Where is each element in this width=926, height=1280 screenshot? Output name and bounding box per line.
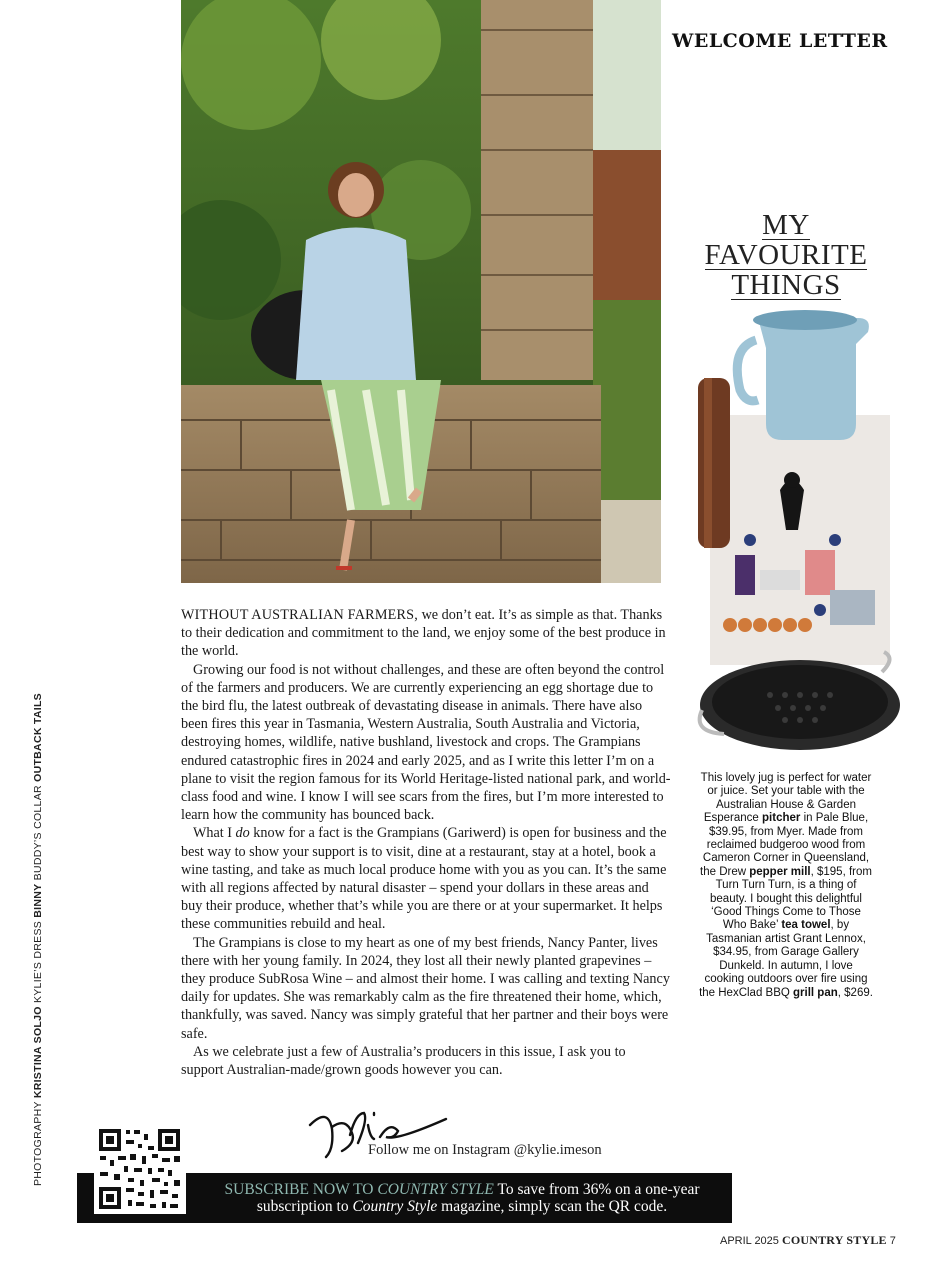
products-caption xyxy=(698,772,874,1000)
caption-text: , $195, from Turn Turn Turn, is a thing of beauty. I bought this delightful ‘Good Things Come to Those Who Bake’ xyxy=(710,865,872,932)
subscribe-line-2-end: magazine, simply scan the QR code. xyxy=(437,1197,668,1215)
section-label: WELCOME LETTER xyxy=(672,30,888,52)
products-photo xyxy=(690,300,915,760)
caption-bold-tea-towel: tea towel xyxy=(781,919,831,932)
subscribe-magazine: COUNTRY STYLE xyxy=(377,1181,494,1198)
footer-magazine: COUNTRY STYLE xyxy=(781,1233,887,1247)
caption-text: , $269. xyxy=(837,986,873,999)
paragraph-text: know for a fact is the Grampians (Gariwerd) is open for business and the best way to show your support is to visit, dine at a restaurant, stay at a hotel, book a wine tasting, and take as much local produce home with you as you can. It’s the same with all regions affected by natural disaster – spend your dollars in these areas and buy their produce, whether that’s while you are there or at your supermarket. It helps these communities rebuild and heal. xyxy=(181,825,667,933)
caption-text: This lovely jug is perfect for water or juice. Set your table with the Australian House & Garden Esperance xyxy=(700,772,872,825)
subscribe-line-1: To save from 36% on a one-year xyxy=(493,1181,700,1198)
credit-text: PHOTOGRAPHY xyxy=(32,1098,44,1186)
lead-in-caps: WITHOUT AUSTRALIAN FARMERS, xyxy=(181,607,419,623)
credit-text: BUDDY’S COLLAR xyxy=(32,781,44,884)
subscribe-line-2: subscription to xyxy=(256,1197,353,1215)
caption-text: , by Tasmanian artist Grant Lennox, $34.95, from Garage Gallery Dunkeld. In autumn, I love cooking outdoors over fire using the HexClad BBQ xyxy=(699,919,868,999)
page-footer xyxy=(720,1233,896,1248)
caption-bold-pepper-mill: pepper mill xyxy=(749,865,811,878)
caption-text: in Pale Blue, $39.95, from Myer. Made from reclaimed budgeroo wood from Cameron Corner in Queensland, the Drew xyxy=(700,812,870,878)
subscribe-lead: SUBSCRIBE NOW TO xyxy=(224,1181,378,1198)
subscribe-magazine-italic: Country Style xyxy=(352,1197,438,1215)
hero-photo xyxy=(181,0,661,583)
paragraph-text: What I xyxy=(193,825,236,842)
letter-paragraph-2: Growing our food is not without challenges, and these are often beyond the control of the farmers and producers. We are currently experiencing an egg shortage due to the bird flu, the latest outbreak of devastating disease in animals. There have also been fires this year in Tasmania, Western Australia, South Australia and Victoria, destroying homes, wildlife, native bushland, livestock and crops. The Grampians endured catastrophic fires in 2024 and early 2025, and as I write this letter I’m on a plane to visit the region famous for its World Heritage-listed national park, and world-class food and wine. I know I will see scars from the fires, but I’m more interested to learn how the community has bounced back. xyxy=(181,661,671,824)
letter-body xyxy=(181,606,671,1079)
photo-credits xyxy=(32,693,44,1186)
paragraph-text: we don’t eat. It’s as simple as that. Thanks to their dedication and commitment to the land, we enjoy some of the best produce in the world. xyxy=(181,607,666,660)
caption-bold-grill-pan: grill pan xyxy=(793,986,838,999)
paragraph-emphasis: do xyxy=(235,825,250,842)
letter-paragraph-3 xyxy=(181,824,671,933)
credit-bold: OUTBACK TAILS xyxy=(32,693,44,782)
credit-text: KYLIE’S DRESS xyxy=(32,917,44,1007)
letter-paragraph-5: As we celebrate just a few of Australia’s producers in this issue, I ask you to support Australian-made/grown goods however you can. xyxy=(181,1043,626,1079)
favourite-things-title xyxy=(700,210,872,300)
favourite-title-line-2: FAVOURITE xyxy=(704,239,868,271)
credit-bold: BINNY xyxy=(32,883,44,918)
page-number: 7 xyxy=(886,1235,896,1247)
credit-bold: KRISTINA SOLJO xyxy=(32,1006,44,1099)
qr-code[interactable] xyxy=(94,1124,186,1214)
favourite-title-line-1: MY xyxy=(762,209,810,241)
instagram-follow: Follow me on Instagram @kylie.imeson xyxy=(368,1142,602,1158)
favourite-title-line-3: THINGS xyxy=(731,269,841,301)
letter-paragraph-1 xyxy=(181,606,671,661)
subscribe-text[interactable] xyxy=(200,1182,724,1215)
letter-paragraph-4: The Grampians is close to my heart as one of my best friends, Nancy Panter, lives there with her young family. In 2024, they lost all their newly planted grapevines – they produce SubRosa Wine – and almost their home. I was calling and texting Nancy daily for updates. She was remarkably calm as the fire threatened their home, which, thankfully, was saved. Nancy was simply grateful that her partner and their boys were safe. xyxy=(181,934,670,1042)
footer-date: APRIL 2025 xyxy=(720,1235,782,1247)
caption-bold-pitcher: pitcher xyxy=(762,812,801,825)
